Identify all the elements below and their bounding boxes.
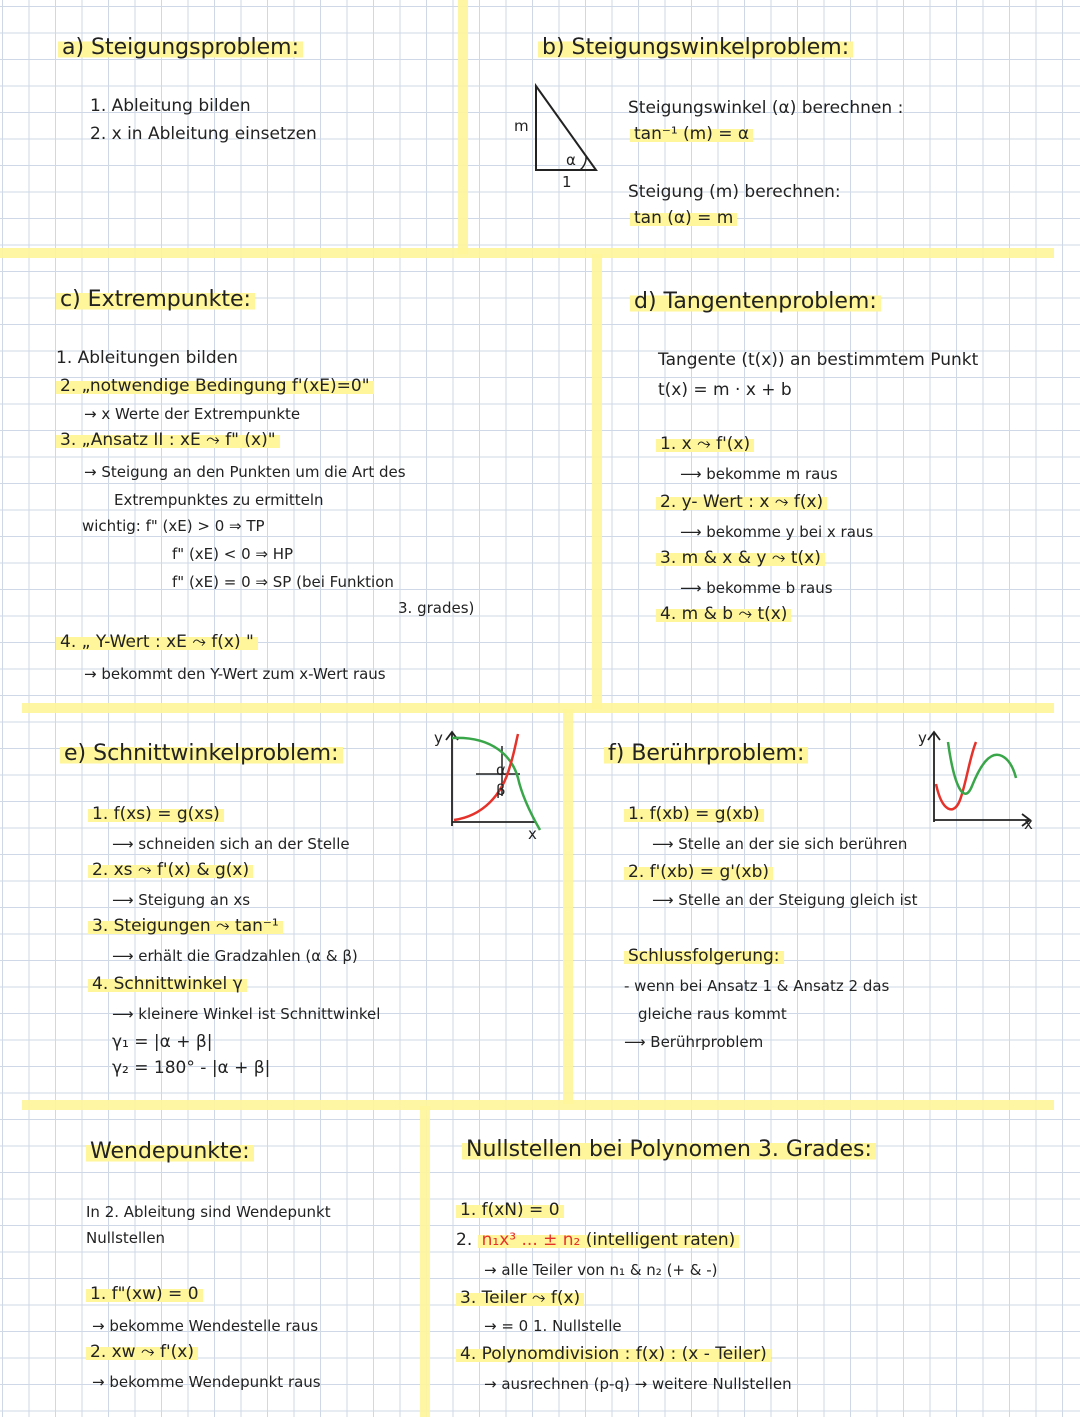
d-line-8: ⟶ bekomme b raus	[680, 579, 833, 597]
c-line-4: 3. „Ansatz II : xE ⤳ f" (x)"	[56, 430, 280, 450]
e-graph-y-label: y	[434, 729, 443, 747]
c-line-2: 2. „notwendige Bedingung f'(xE)=0"	[56, 376, 374, 396]
w-line-2: Nullstellen	[86, 1229, 166, 1247]
divider-band-1	[0, 248, 1054, 258]
c-line-10: 3. grades)	[398, 599, 475, 617]
f-line-3: 2. f'(xb) = g'(xb)	[624, 862, 773, 882]
f-line-6: - wenn bei Ansatz 1 & Ansatz 2 das	[624, 977, 890, 995]
d-line-4: ⟶ bekomme m raus	[680, 465, 838, 483]
divider-band-2	[22, 703, 1054, 713]
d-line-9: 4. m & b ⤳ t(x)	[656, 604, 791, 624]
n-line-2-formula: n₁x³ ... ± n₂ (intelligent raten)	[478, 1230, 740, 1250]
e-line-3: 2. xs ⤳ f'(x) & g(x)	[88, 860, 253, 880]
section-w-title: Wendepunkte:	[86, 1142, 254, 1162]
schnittwinkel-graph	[432, 726, 552, 838]
w-line-6: → bekomme Wendepunkt raus	[92, 1373, 321, 1391]
e-line-4: ⟶ Steigung an xs	[112, 891, 251, 909]
triangle-label-1: 1	[562, 173, 572, 191]
beruehr-graph	[918, 726, 1038, 830]
section-a-title: a) Steigungsproblem:	[58, 38, 303, 58]
w-line-4: → bekomme Wendestelle raus	[92, 1317, 319, 1335]
e-graph-beta: β	[496, 781, 506, 799]
f-line-7: gleiche raus kommt	[638, 1005, 787, 1023]
e-line-5: 3. Steigungen ⤳ tan⁻¹	[88, 916, 283, 936]
divider-band-v4	[420, 1106, 430, 1417]
section-f-title: f) Berührproblem:	[604, 744, 808, 764]
f-graph-y-label: y	[918, 729, 927, 747]
d-line-3: 1. x ⤳ f'(x)	[656, 434, 754, 454]
d-line-7: 3. m & x & y ⤳ t(x)	[656, 548, 825, 568]
b-line-3: Steigung (m) berechnen:	[628, 182, 841, 202]
divider-band-v2	[592, 254, 602, 709]
c-line-1: 1. Ableitungen bilden	[56, 348, 238, 368]
d-line-1: Tangente (t(x)) an bestimmtem Punkt	[658, 350, 979, 370]
e-line-10: γ₂ = 180° - |α + β|	[112, 1058, 271, 1078]
a-line-1: 1. Ableitung bilden	[90, 96, 251, 116]
e-line-7: 4. Schnittwinkel γ	[88, 974, 247, 994]
d-line-6: ⟶ bekomme y bei x raus	[680, 523, 874, 541]
f-line-5: Schlussfolgerung:	[624, 946, 784, 966]
b-line-2: tan⁻¹ (m) = α	[630, 124, 753, 144]
n-line-2	[456, 1230, 739, 1250]
a-line-2: 2. x in Ableitung einsetzen	[90, 124, 317, 144]
n-line-1: 1. f(xN) = 0	[456, 1200, 564, 1220]
c-line-7: wichtig: f" (xE) > 0 ⇒ TP	[82, 517, 265, 535]
e-line-2: ⟶ schneiden sich an der Stelle	[112, 835, 350, 853]
divider-band-v1	[458, 0, 468, 254]
section-d-title: d) Tangentenproblem:	[630, 292, 881, 312]
c-line-12: → bekommt den Y-Wert zum x-Wert raus	[84, 665, 386, 683]
n-line-2-number: 2.	[456, 1230, 473, 1250]
e-graph-alpha: α	[496, 761, 506, 779]
f-line-8: ⟶ Berührproblem	[624, 1033, 764, 1051]
w-line-5: 2. xw ⤳ f'(x)	[86, 1342, 198, 1362]
e-line-8: ⟶ kleinere Winkel ist Schnittwinkel	[112, 1005, 381, 1023]
c-line-9: f" (xE) = 0 ⇒ SP (bei Funktion	[172, 573, 394, 591]
f-line-4: ⟶ Stelle an der Steigung gleich ist	[652, 891, 918, 909]
triangle-label-alpha: α	[566, 151, 576, 169]
c-line-11: 4. „ Y-Wert : xE ⤳ f(x) "	[56, 632, 258, 652]
c-line-3: → x Werte der Extrempunkte	[84, 405, 301, 423]
e-line-9: γ₁ = |α + β|	[112, 1032, 213, 1052]
d-line-5: 2. y- Wert : x ⤳ f(x)	[656, 492, 827, 512]
n-line-7: → ausrechnen (p-q) → weitere Nullstellen	[484, 1375, 792, 1393]
d-line-2: t(x) = m · x + b	[658, 380, 792, 400]
f-line-2: ⟶ Stelle an der sie sich berühren	[652, 835, 908, 853]
e-line-1: 1. f(xs) = g(xs)	[88, 804, 224, 824]
w-line-3: 1. f"(xw) = 0	[86, 1284, 203, 1304]
section-b-title: b) Steigungswinkelproblem:	[538, 38, 853, 58]
b-line-1: Steigungswinkel (α) berechnen :	[628, 98, 904, 118]
section-e-title: e) Schnittwinkelproblem:	[60, 744, 343, 764]
n-line-4: 3. Teiler ⤳ f(x)	[456, 1288, 584, 1308]
e-line-6: ⟶ erhält die Gradzahlen (α & β)	[112, 947, 358, 965]
w-line-1: In 2. Ableitung sind Wendepunkt	[86, 1203, 331, 1221]
c-line-6: Extrempunktes zu ermitteln	[114, 491, 324, 509]
e-graph-x-label: x	[528, 825, 537, 843]
divider-band-3	[22, 1100, 1054, 1110]
c-line-5: → Steigung an den Punkten um die Art des	[84, 463, 406, 481]
section-n-title: Nullstellen bei Polynomen 3. Grades:	[462, 1140, 876, 1160]
triangle-label-m: m	[514, 117, 529, 135]
section-c-title: c) Extrempunkte:	[56, 290, 255, 310]
n-line-6: 4. Polynomdivision : f(x) : (x - Teiler)	[456, 1344, 771, 1364]
f-graph-x-label: x	[1024, 815, 1033, 833]
n-line-5: → = 0 1. Nullstelle	[484, 1317, 622, 1335]
f-line-1: 1. f(xb) = g(xb)	[624, 804, 764, 824]
n-line-3: → alle Teiler von n₁ & n₂ (+ & -)	[484, 1261, 718, 1279]
divider-band-v3	[563, 709, 573, 1104]
b-line-4: tan (α) = m	[630, 208, 737, 228]
c-line-8: f" (xE) < 0 ⇒ HP	[172, 545, 294, 563]
